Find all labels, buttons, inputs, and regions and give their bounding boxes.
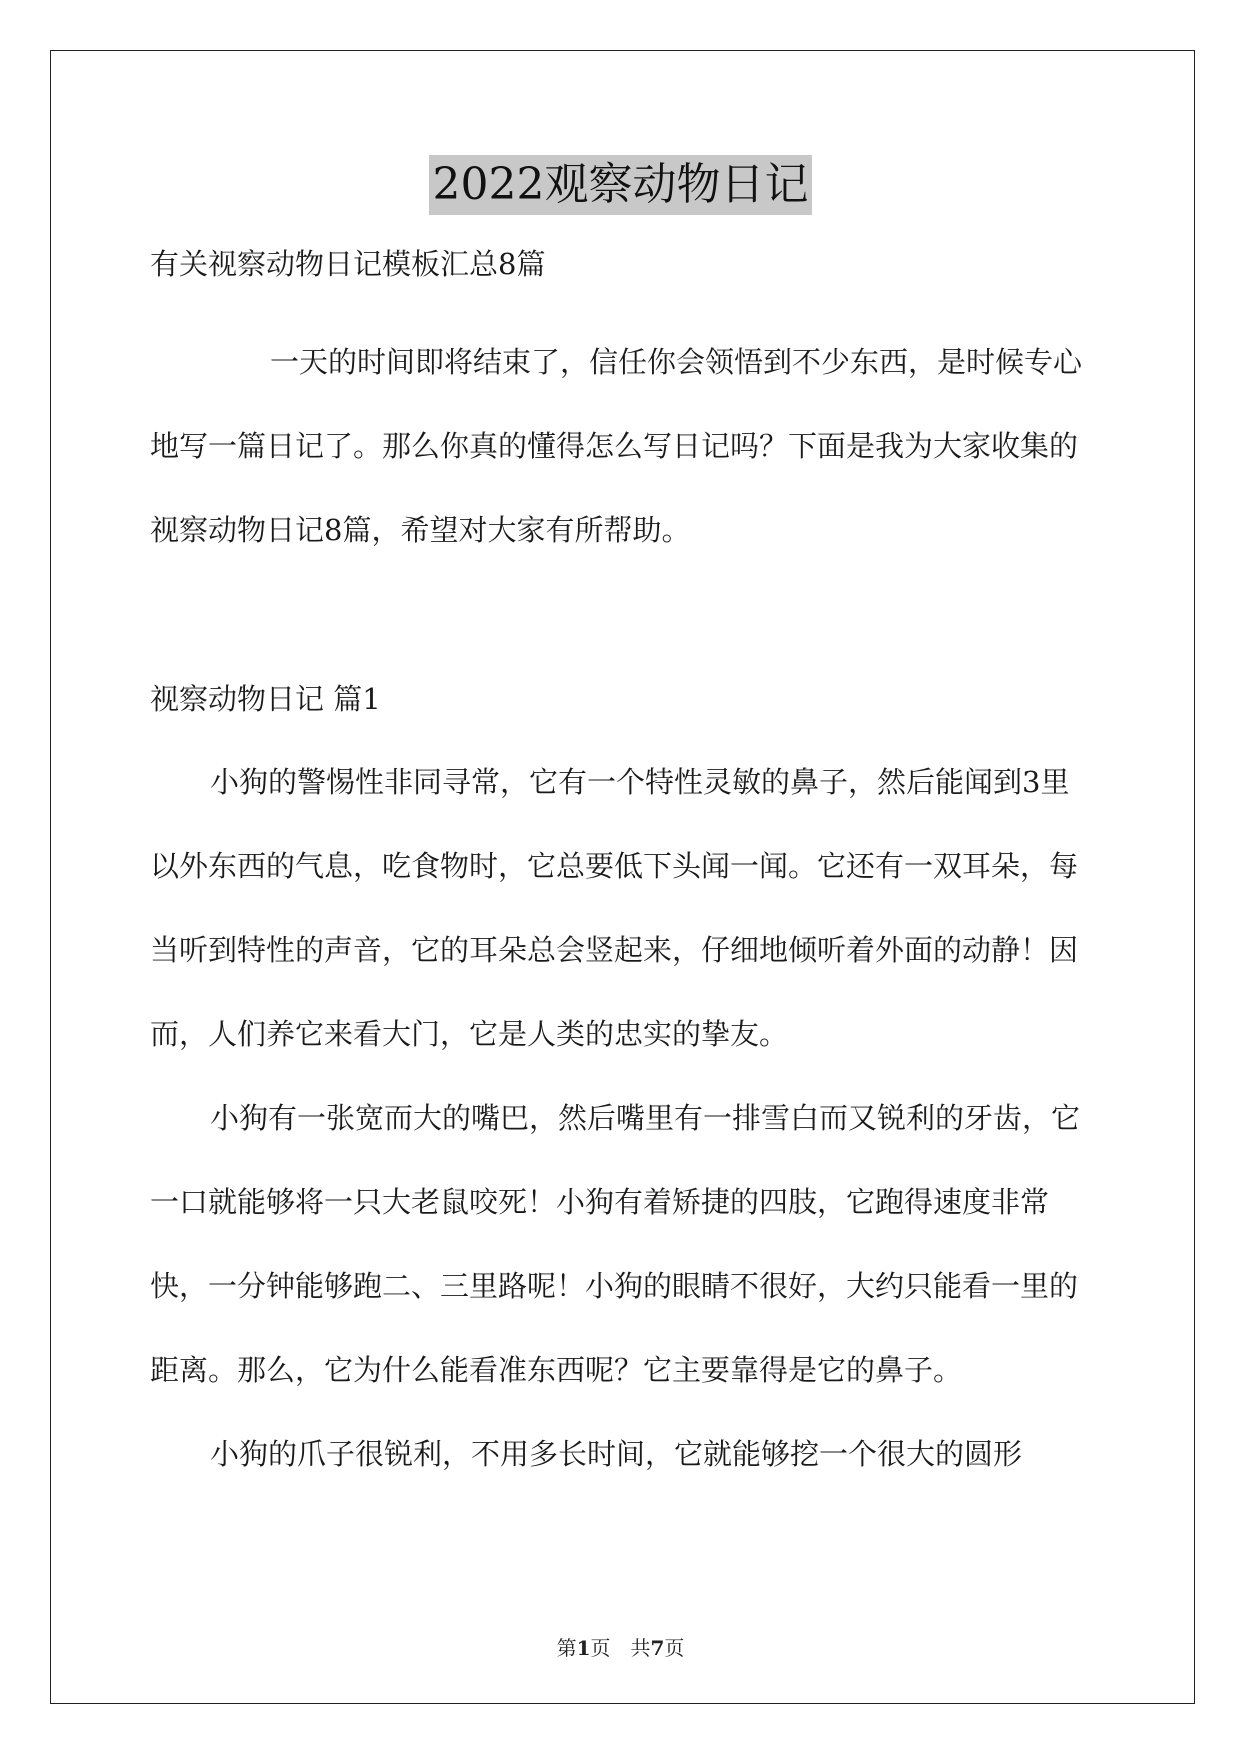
intro-paragraph: 一天的时间即将结束了，信任你会领悟到不少东西，是时候专心地写一篇日记了。那么你真的懂得怎么写日记吗？下面是我为大家收集的视察动物日记8篇，希望对大家有所帮助。 [150,345,1083,547]
page-footer [0,1632,1241,1661]
body-paragraph: 小狗有一张宽而大的嘴巴，然后嘴里有一排雪白而又锐利的牙齿，它一口就能够将一只大老鼠咬死！小狗有着矫捷的四肢，它跑得速度非常快，一分钟能够跑二、三里路呢！小狗的眼睛不很好，大约只能看一里的距离。那么，它为什么能看准东西呢？它主要靠得是它的鼻子。 [150,1101,1081,1387]
document-title-text: 2022观察动物日记 [429,155,813,215]
body-paragraph: 小狗的爪子很锐利，不用多长时间，它就能够挖一个很大的圆形 [210,1437,1023,1471]
document-subtitle: 有关视察动物日记模板汇总8篇 [150,247,546,281]
section-heading: 视察动物日记 篇1 [150,682,381,716]
body-paragraph: 小狗的警惕性非同寻常，它有一个特性灵敏的鼻子，然后能闻到3里以外东西的气息，吃食物时，它总要低下头闻一闻。它还有一双耳朵，每当听到特性的声音，它的耳朵总会竖起来，仔细地倾听着外面的动静！因而，人们养它来看大门，它是人类的忠实的挚友。 [150,765,1079,1051]
footer-page-total: 7 [650,1636,665,1660]
footer-page-mid: 页 共 [590,1636,651,1660]
section-body [150,740,1090,1496]
footer-page-current: 1 [576,1636,591,1660]
document-title [0,155,1241,215]
footer-page-suffix: 页 [664,1636,685,1660]
footer-page-prefix: 第 [556,1636,577,1660]
